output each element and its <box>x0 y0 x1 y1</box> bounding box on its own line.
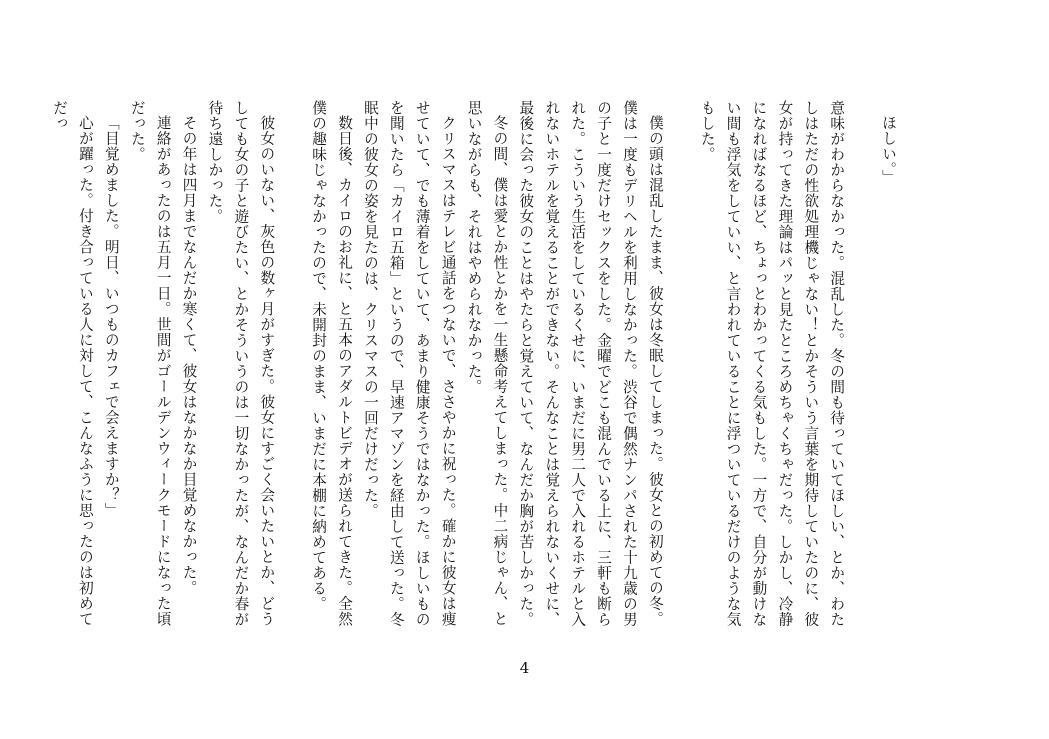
paragraph: 連絡があったのは五月一日。世間がゴールデンウィークモードになった頃だった。 <box>128 100 172 627</box>
paragraph: クリスマスはテレビ通話をつないで、ささやかに祝った。確かに彼女は痩せていて、でも薄着をしていて、あまり健康そうではなかった。ほしいものを聞いたら「カイロ五箱」というので、早速アマゾンを経由して送った。冬眠中の彼女の姿を見たのは、クリスマスの一回だけだった。 <box>361 100 457 627</box>
paragraph: 僕の頭は混乱したまま、彼女は冬眠してしまった。彼女との初めての冬。僕は一度もデリヘルを利用しなかった。渋谷で偶然ナンパされた十九歳の男の子と一度だけセックスをした。金曜でどこも混んでいる上に、三軒も断られた。こういう生活をしているくせに、いまだに男二人で入れるホテルと入れないホテルを覚えることができない。そんなことは覚えられないくせに、最後に会った彼女のことはやたらと覚えていて、なんだか胸が苦しかった。 <box>517 100 664 627</box>
blank-line <box>668 100 694 110</box>
paragraph: 冬の間、僕は愛とか性とかを一生懸命考えてしまった。中二病じゃん、と思いながらも、それはやめられなかった。 <box>465 100 509 627</box>
paragraph: ほしい。」 <box>880 114 897 185</box>
vertical-body-text <box>46 100 901 640</box>
blank-line <box>279 100 305 110</box>
blank-line <box>849 100 875 110</box>
paragraph: 数日後、カイロのお礼に、と五本のアダルトビデオが送られてきた。全然僕の趣味じゃなかったので、未開封のまま、いまだに本棚に納めてある。 <box>310 100 353 627</box>
page-number: 4 <box>519 659 530 677</box>
paragraph: 心が躍った。付き合っている人に対して、こんなふうに思ったのは初めてだっ <box>51 100 94 627</box>
paragraph: その年は四月までなんだか寒くて、彼女はなかなか目覚めなかった。 <box>180 114 198 596</box>
paragraph: 彼女のいない、灰色の数ヶ月がすぎた。彼女にすごく会いたいとか、どうしても女の子と遊びたい、とかそういうのは一切なかったが、なんだか春が待ち遠しかった。 <box>206 100 276 627</box>
paragraph: 「目覚めました。明日、いつものカフェで会えますか？」 <box>102 114 120 518</box>
paragraph: 意味がわからなかった。混乱した。冬の間も待っていてほしい、とか、わたしはただの性欲処理機じゃない！とかそういう言葉を期待していたのに、彼女が持ってきた理論はパッと見たところめちゃくちゃだった。しかし、冷静になればなるほど、ちょっとわかってくる気もした。一方で、自分が動けない間も浮気をしていい、と言われていることに浮ついているだけのような気もした。 <box>698 100 846 627</box>
